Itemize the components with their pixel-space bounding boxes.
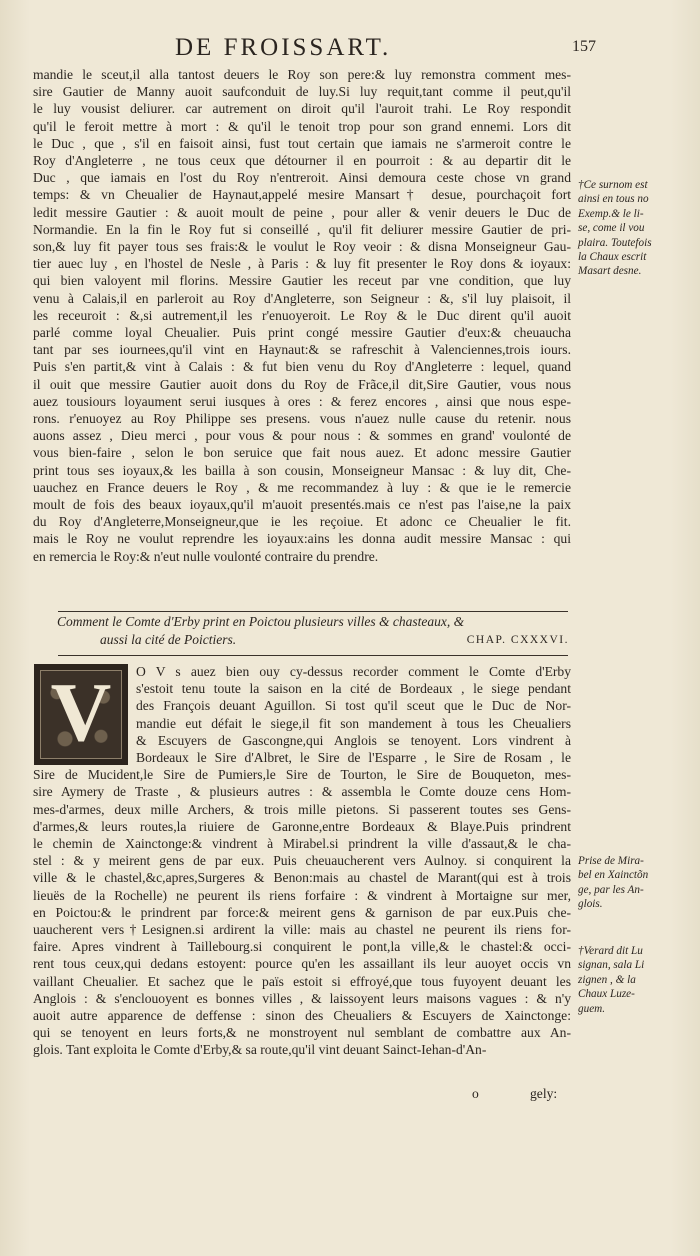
body-text-line: venu à Calais,il en parleroit au Roy d'Angleterre, son Seigneur : &, s'il luy plaisoit, il [33,290,571,306]
body-text-line: auons assez , Dieu merci , pour vous & pour nous : & sommes en grand' voulonté de [33,428,571,444]
margin-note-line: glois. [578,898,603,911]
body-text-line: en remercia le Roy:& n'eut nulle voulonté contraire du prendre. [33,548,379,564]
margin-note-lusignan [578,944,690,1016]
page-number: 157 [572,38,596,55]
margin-note-line: se, come il vou [578,222,645,235]
body-text-line: qu'il le feroit mettre à mort : & qu'il le tenoit trop pour son grand ennemi. Lors dit [33,118,571,134]
body-text-line: sire Gautier de Manny auoit saufconduit de luy.Si luy requit,tant comme il peut,qu'il [33,84,571,100]
body-text-line: du Roy d'Angleterre,Monseigneur,que ie les reçoiue. Et adonc ce Cheualier le fit. [33,514,571,530]
margin-note-mirabel [578,854,690,912]
body-text-line: s'estoit tenu toute la saison en la cité de Bordeaux , le siege pendant [136,681,571,697]
chapter-heading [57,613,569,649]
body-text-line: faire. Apres vindrent à Taillebourg.si conquirent le pont,la ville,& le chastel:& occi- [33,939,571,955]
body-text-line: lieuës de la Rochelle) ne peurent ils riens forfaire : & vindrent à Mortaigne sur mer, [33,887,571,903]
body-text-line: qui bien valoyent mil florins. Messire Gautier les receut par vne condition, que luy [33,273,571,289]
margin-note-line: guem. [578,1002,606,1015]
body-text-line: auez tousiours loyaument serui iusques à ores : & ferez encores , ainsi que nous espe- [33,393,571,409]
chapter-rule-top [58,611,568,612]
body-text-line: print tous ses ioyaux,& les bailla à son cousin, Monseigneur Mansac : & luy dit, Che- [33,462,571,478]
chapter-rule-bottom [58,655,568,656]
body-text-line: O V s auez bien ouy cy-dessus recorder comment le Comte d'Erby [136,664,571,679]
margin-note-line: ge, par les An- [578,883,644,896]
margin-note-line: signan, sala Li [578,959,645,972]
body-text-line: Roy d'Angleterre , ne tous ceux que détourner il en pourroit : & au departir dit le [33,153,571,169]
body-text-line: temps: & vn Cheualier de Haynaut,appelé mesire Mansart† desue, pourchaçoit fort [33,187,571,203]
body-text-line: ville & le chastel,&c,apres,Surgeres & Benon:mais au chastel de Marant(qui est à trois [33,870,571,886]
body-text-line: Sire de Mucident,le Sire de Pumiers,le Sire de Tourton, le Sire de Bouqueton, mes- [33,767,571,783]
margin-note-line: Exemp.& le li- [578,207,644,220]
body-text-line: mandie eut défait le siege,il fit son mandement à tous les Cheualiers [136,715,571,731]
margin-note-line: Masart desne. [578,265,642,278]
body-text-line: le luy vousist deliurer. car autrement on diroit qu'il l'auroit trahi. Le Roy respondit [33,101,571,117]
chapter-title-line1: Comment le Comte d'Erby print en Poictou plusieurs villes & chasteaux, & [57,614,465,629]
margin-note-line: ainsi en tous no [578,193,649,206]
body-text-line: Duc , que iamais en l'ost du Roy n'entreroit. Ainsi demoura ceste chose vn grand [33,170,571,186]
margin-note-line: la Chaux escrit [578,251,647,264]
body-text-line: parlé comme loyal Cheualier. Puis print congé messire Gautier d'eux:& cheuaucha [33,325,571,341]
initial-letter: V [50,666,112,759]
body-text-line: moult de fois des beaux ioyaux,qu'il m'auoit presentés.mais ce n'est pas l'aise,ne la paix [33,497,571,513]
body-text-line: Normandie. En la fin le Roy fut si conseillé , qu'il fit deliurer messire Gautier de pri- [33,221,571,237]
body-text-line: tant par ses iournees,qu'il vint en Haynaut:& se rafreschit à Valenciennes,trois iours. [33,342,571,358]
catchword: gely: [530,1086,558,1101]
body-text-line: mandie le sceut,il alla tantost deuers le Roy son pere:& luy remonstra comment mes- [33,67,571,82]
body-text-line: le Duc , que , s'il en faisoit ainsi, fust tout certain que iamais ne s'armeroit contre le [33,135,571,151]
margin-note-line: Chaux Luze- [578,988,635,1001]
body-text-line: stel : & y meirent gens de par eux. Puis cheuaucherent vers Aulnoy. si conquirent la [33,853,571,869]
body-text-line: en Poictou:& le prindrent par force:& meirent gens & garnison de par eux.Puis che- [33,904,571,920]
body-text-line: des François deuant Aguillon. Si tost qu'il sceut que le Duc de Nor- [136,698,571,714]
margin-note-line: zignen , & la [578,973,636,986]
margin-note-line: bel en Xainctõn [578,869,649,882]
body-text-line: vous bien-faire , selon le bon seruice que fait nous auez. Et adonc messire Gautier [33,445,571,461]
running-title: DE FROISSART. [175,34,392,61]
body-text-line: d'armes,& leurs routes,la riuiere de Garonne,entre Bordeaux & Blaye.Puis prindrent [33,818,571,834]
body-text-part1 [33,66,571,565]
body-text-part2 [33,663,571,1059]
body-text-line: Anglois : & s'enclouoyent es bonnes villes , & laissoyent leurs maisons vagues : & n'y [33,990,571,1006]
margin-note-line: †Verard dit Lu [578,945,643,957]
body-text-line: mais le Roy ne voulut reprendre les ioyaux:ains les donna audit messire Mansac : qui [33,531,571,547]
margin-note-line: plaira. Toutefois [578,236,652,249]
body-text-line: uauchez en France deuers le Roy , & me recommandez à luy : & que ie le remercie [33,479,571,495]
body-text-line: rent tous ceux,qui dedans estoyent: pource qu'en les assaillant ils leur auoyet occis vn [33,956,571,972]
body-text-line: rons. r'enuoyez au Roy Philippe ses presens. vous n'auez nulle cause du retenir. nous [33,411,571,427]
margin-note-line: †Ce surnom est [578,179,648,191]
body-text-line: il ouit que messire Gautier auoit dons du Roy de Frãce,il dit,Sire Gautier, vous nous [33,376,571,392]
body-text-line: auoit autre apparence de deffense : sinon des Cheualiers & Escuyers de Xainctonge: [33,1008,571,1024]
margin-note-surname [578,178,690,279]
body-text-line: & Escuyers de Gascongne,qui Anglois se tenoyent. Lors vindrent à [136,732,571,748]
body-text-line: tier auec luy , en l'hostel de Nesle , à Paris : & luy fit presenter le Roy dons & ioyaux: [33,256,571,272]
chapter-number: CHAP. CXXXVI. [466,634,569,646]
margin-note-line: Prise de Mira- [578,855,644,867]
body-text-line: sire Aymery de Traste , & plusieurs autres : & assembla le Comte douze cens Hom- [33,784,571,800]
body-text-line: son,& luy fit payer tous ses frais:& le voulut le Roy veoir : & disna Monseigneur Gau- [33,239,571,255]
body-text-line: Bordeaux le Sire d'Albret, le Sire de l'Esparre , le Sire de Rosam , le [136,750,571,766]
body-text-line: mes-d'armes, deux mille Archers, & trois mille pietons. Si passerent toutes ses Gens- [33,801,571,817]
body-text-line: vaillant Cheualier. Et sachez que le païs estoit si effroyé,que tous fuyoyent deuant les [33,973,571,989]
chapter-title-line2: aussi la cité de Poictiers. [100,632,237,647]
body-text-line: le chemin de Xainctonge:& vindrent à Mirabel.si prindrent la ville d'assaut,& le cha- [33,836,571,852]
body-text-line: qui se tenoyent en leurs forts,& ne monstroyent nul semblant de combattre aux An- [33,1025,571,1041]
body-text-line: glois. Tant exploita le Comte d'Erby,& sa route,qu'il vint deuant Sainct-Iehan-d'An- [33,1042,487,1058]
body-text-line: ledit messire Gautier : & auoit moult de peine , pour aller & venir deuers le Duc de [33,204,571,220]
body-text-line: uaucherent vers†Lesignen.si ardirent la ville: mais au chastel ne peurent ils riens for- [33,922,571,938]
body-text-line: Puis s'en partit,& vint à Calais : & fut bien venu du Roy d'Angleterre : lequel, quand [33,359,571,375]
body-text-line: les receuroit : &,si autrement,il les r'enuoyeroit. Le Roy & le Duc dirent qu'il auoit [33,307,571,323]
signature-mark: o [472,1086,479,1101]
